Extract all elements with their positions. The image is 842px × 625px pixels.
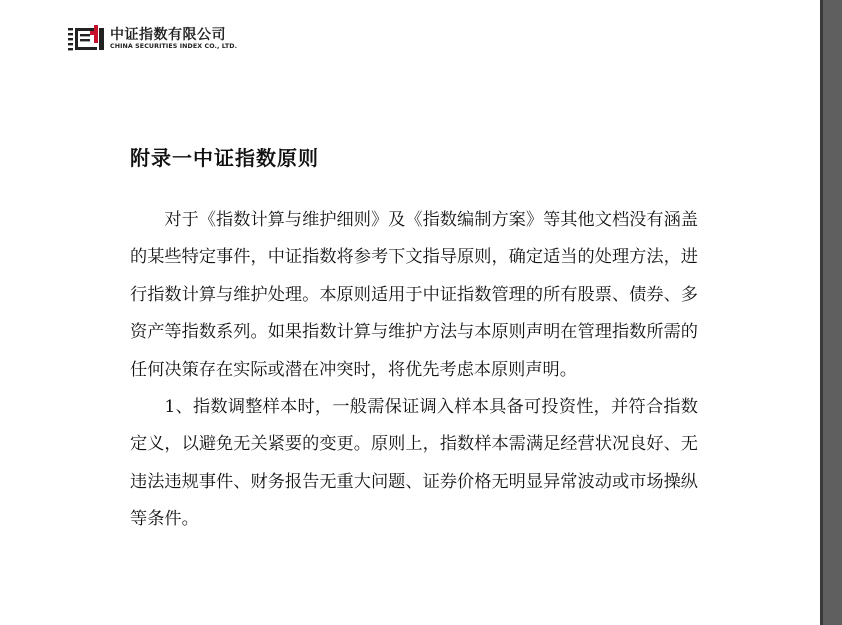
paragraph-intro: 对于《指数计算与维护细则》及《指数编制方案》等其他文档没有涵盖的某些特定事件，中证指数将参考下文指导原则，确定适当的处理方法，进行指数计算与维护处理。本原则适用于中证指数管理的所有股票、债券、多资产等指数系列。如果指数计算与维护方法与本原则声明在管理指数所需的任何决策存在实际或潜在冲突时，将优先考虑本原则声明。 [130, 210, 698, 380]
company-logo [68, 24, 237, 54]
logo-english-name: CHINA SECURITIES INDEX CO., LTD. [110, 43, 238, 50]
csi-logo-icon [68, 25, 104, 53]
section-title: 附录一中证指数原则 [130, 146, 319, 170]
page-edge-shadow [820, 0, 823, 625]
paragraph-rule-1: 1、指数调整样本时，一般需保证调入样本具备可投资性，并符合指数定义，以避免无关紧要的变更。原则上，指数样本需满足经营状况良好、无违法违规事件、财务报告无重大问题、证券价格无明显异常波动或市场操纵等条件。 [130, 397, 698, 530]
section-body [130, 202, 698, 539]
logo-chinese-name: 中证指数有限公司 [110, 27, 226, 43]
